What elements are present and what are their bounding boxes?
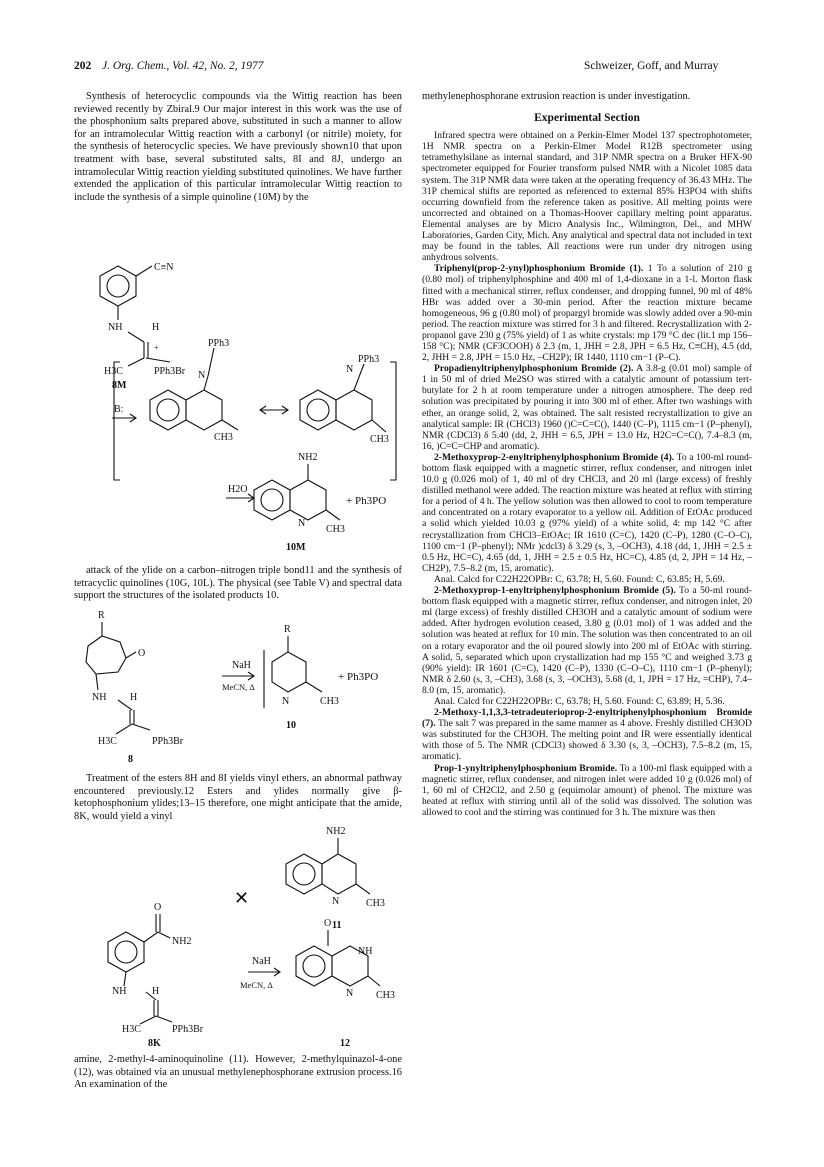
- paragraph: methylenephosphorane extrusion reaction is under investigation.: [422, 91, 691, 102]
- pph3br-label: PPh3Br: [154, 366, 186, 377]
- compound-title: Prop-1-ynyltriphenylphosphonium Bromide.: [434, 762, 618, 774]
- oxygen-label: O: [138, 648, 146, 659]
- nitrile-label: C≡N: [154, 262, 174, 273]
- ch3-label: CH3: [376, 990, 395, 1001]
- pph3br-label: PPh3Br: [152, 736, 184, 747]
- nah-label: NaH: [252, 956, 271, 967]
- n-label: N: [332, 896, 340, 907]
- ch3-label: CH3: [366, 898, 385, 909]
- paragraph: Synthesis of heterocyclic compounds via the Wittig reaction has been reviewed recently by Zbiral.9 Our major interest in this work was the use of the phosphonium salts prepared above, substituted in such a manner to allow for an intramolecular Wittig reaction with a carbonyl (or nitrile) moiety, for the synthesis of heterocyclic species. We have previously shown10 that upon treatment with base, several substituted salts, 8I and 8J, undergo an intramolecular Wittig reaction yielding substituted quinolines. We have further extended the application of this particular intramolecular Wittig reaction to include the synthesis of a simple quinoline (10M) by the: [74, 91, 402, 203]
- compound-title: 2-Methoxy-1,1,3,3-tetradeuterioprop-2-enyltriphenylphosphonium Bromide (7).: [422, 707, 752, 730]
- left-column-top: [74, 91, 402, 204]
- n-label: N: [298, 518, 306, 529]
- compound-title: 2-Methoxyprop-1-enyltriphenylphosphonium Bromide (5).: [434, 585, 676, 597]
- plus-charge: +: [154, 343, 159, 352]
- h-label: H: [152, 986, 160, 997]
- paragraph: [422, 263, 752, 363]
- benzene-ring: [100, 266, 136, 306]
- paragraph: [422, 763, 752, 818]
- paragraph: Infrared spectra were obtained on a Perkin-Elmer Model 137 spectrophotometer, 1H NMR spectra on a Perkin-Elmer Model R12B spectrometer using tetramethylsilane as internal standard, and 31P NMR spectra on a Bruker HFX-90 spectrometer equipped for Fourier transform pulsed NMR with a Nicolet 1085 data system. The 31P NMR data were taken at the operating frequency of 36.43 MHz. The 31P chemical shifts are reported as referenced to external 85% H3PO4 with shifts occurring downfield from the reference taken as positive. All melting points were uncorrected and obtained on a Thomas-Hoover capillary melting point apparatus. Elemental analyses are by Micro Analysis Inc., Wilmington, Del., and MHW Laboratories, Garden City, Mich. Any analytical and spectral data not included in text may be found in the tables. All reactions were run under dry nitrogen using anhydrous solvents.: [422, 130, 752, 264]
- nh-label: NH: [92, 692, 107, 703]
- n-label: N: [282, 696, 290, 707]
- oxygen-label: O: [154, 902, 162, 913]
- nah-label: NaH: [232, 660, 251, 671]
- n-label: N: [198, 370, 206, 381]
- procedure-text: A 3.8-g (0.01 mol) sample of 1 in 50 ml of dried Me2SO was stirred with a catalytic amount of potassium tert-butylate for 2 h at room temperature under a nitrogen atmosphere. The deep red solution was precipitated by pouring it into 300 ml of ether. After two washings with ether, an orange solid, 2, was obtained. The salt resisted recrystallization to give an analytical sample: IR (CHCl3) 1960 ()C=C=C(), 1440 (C–P), 1115 cm−1 (P–phenyl), NMR (CDCl3) δ 5.40 (dd, 2, JHH = 6.5, JPH = 13.0 Hz, H2C=C=C(), 7.4–8.3 (m, 16, )C=C=CHP and aromatic).: [422, 363, 752, 452]
- paragraph: [422, 363, 752, 452]
- compound-12-label: 12: [340, 1038, 350, 1049]
- section-heading: Experimental Section: [534, 111, 640, 124]
- methyl-label: H3C: [122, 1024, 141, 1035]
- nh-label: NH: [108, 322, 123, 333]
- nh-label: NH: [358, 946, 373, 957]
- left-column-mid: [74, 565, 402, 603]
- r-label: R: [284, 624, 291, 635]
- procedure-text: To a 100-ml round-bottom flask equipped with a magnetic stirrer, reflux condenser, and nitrogen inlet 10.0 g (0.026 mol) of 1, 40 ml of dry CHCl3, and 20 ml (large excess) of freshly distilled methanol were added. The reaction mixture was heated at reflux with stirring for a period of 4 h. The yellow solution was then allowed to cool to room temperature and concentrated on a rotary evaporator to a yellow oil. Addition of EtOAc produced a solid which yielded 10.03 g (97% yield) of a white solid, 4: mp 142 °C after recrystallization from CHCl3–EtOAc; IR 1610 (C=C), 1420 (C–P), 1280 (C–O–C), 1100 cm−1 (P–phenyl); NMr )cdcl3) δ 3.29 (s, 3, –OCH3), 4.18 (dd, 1, JHH = 2.5 ± 0.5 Hz, HC=C), 4.65 (dd, 1, JHH = 2.5 ± 0.5 Hz, HC=C), 4.85 (d, 2, JPH = 14 Hz, –CH2P), 7.5–8.2 (m, 15, aromatic).: [422, 451, 752, 574]
- procedure-text: To a 100-ml flask equipped with a magnetic stirrer, reflux condenser, and nitrogen inlet were added 10 g (0.026 mol) of 1, 60 ml of CH2Cl2, and 2.50 g (equimolar amount) of phenol. The mixture was heated at reflux with stirring until all of the solid was dissolved. The solution was allowed to cool and the stirring was continued for 3 h. The mixture was then: [422, 762, 752, 818]
- scheme-8k-to-12: [74, 822, 404, 1050]
- n-label: N: [346, 988, 354, 999]
- ch3-label: CH3: [326, 524, 345, 535]
- ph3po-label: + Ph3PO: [346, 495, 387, 507]
- paragraph: amine, 2-methyl-4-aminoquinoline (11). However, 2-methylquinazol-4-one (12), was obtained via an unusual methylenephosphorane extrusion process.16 An examination of the: [74, 1054, 402, 1091]
- h-label: H: [152, 322, 160, 333]
- pph3br-label: PPh3Br: [172, 1024, 204, 1035]
- pph3-label: PPh3: [358, 354, 380, 365]
- procedure-text: To a 50-ml round-bottom flask equipped with a magnetic stirrer, reflux condenser, and nitrogen inlet, 20 ml (large excess) of freshly distilled CH3OH and a catalytic amount of sodium were added. After hydrogen evolution ceased, 3.80 g (0.01 mol) of 1 was added and the solution was heated at reflux for 10 min. The solution was then concentrated to an oil on a rotary evaporator and the oil poured slowly into 200 ml of EtOAc with stirring. A solid, 5, separated which upon crystallization had mp 155 °C and weighed 3.73 g (90% yield): IR 1601 (C=C), 1420 (C–P), 1330 (C–O–C), 1110 cm−1 (P–phenyl); NMR δ 2.60 (s, 3, –CH3), 3.68 (s, 3, –OCH3), 5.68 (d, 1, JPH = 17 Hz, =CHP), 7.4–8.0 (m, 15, aromatic).: [422, 585, 752, 696]
- compound-title: Propadienyltriphenylphosphonium Bromide (2).: [434, 363, 634, 375]
- methyl-label: H3C: [98, 736, 117, 747]
- left-column-bottom: [74, 1054, 402, 1092]
- nh2-label: NH2: [298, 452, 318, 463]
- compound-8-label: 8: [128, 754, 133, 765]
- paragraph: Treatment of the esters 8H and 8I yields vinyl ethers, an abnormal pathway encountered previously.12 Esters and ylides normally give β-ketophosphonium ylides;13–15 therefore, one might anticipate that the amide, 8K, would yield a vinyl: [74, 773, 402, 822]
- scheme-8-to-10: [74, 600, 404, 770]
- journal-citation: J. Org. Chem., Vol. 42, No. 2, 1977: [102, 60, 264, 72]
- no-reaction-mark: ✕: [234, 888, 250, 908]
- oxygen-label: O: [324, 918, 332, 929]
- compound-8m-label: 8M: [112, 380, 127, 391]
- r-label: R: [98, 610, 105, 621]
- ch3-label: CH3: [370, 434, 389, 445]
- left-column-lower: [74, 773, 402, 823]
- analysis-text: Anal. Calcd for C22H22OPBr: C, 63.78; H, 5.60. Found: C, 63.89; H, 5.36.: [434, 695, 725, 707]
- n-label: N: [346, 364, 354, 375]
- paragraph: [422, 585, 752, 696]
- compound-8k-label: 8K: [148, 1038, 161, 1049]
- paragraph: attack of the ylide on a carbon–nitrogen triple bond11 and the synthesis of tetracyclic quinolines (10G, 10L). The physical (see Table V) and spectral data support the structures of the isolated products 10.: [74, 565, 402, 602]
- nh-label: NH: [112, 986, 127, 997]
- paragraph: [422, 452, 752, 574]
- conditions-label: MeCN, Δ: [222, 682, 255, 692]
- water-label: H2O: [228, 484, 248, 495]
- scheme-8m-to-10m: [74, 250, 404, 560]
- ch3-label: CH3: [214, 432, 233, 443]
- procedure-text: 1 To a solution of 210 g (0.80 mol) of triphenylphosphine and 400 ml of 1,4-dioxane in a 1-l. Morton flask fitted with a mechanical stirrer, reflux condenser, and dropping funnel, 90 ml of 48% HBr was added over a 30-min period. After the reaction mixture became homogeneous, 96 g (0.80 mol) of propargyl bromide was slowly added over a 90-min period. The reaction mixture was stirred for 3 h and filtered. Recrystallization with 2-propanol gave 230 g (75% yield) of 1 as white crystals: mp 179 °C dec (lit.1 mp 156–158 °C); NMR (CF3COOH) δ 2.3 (m, 1, JHH = 2.8, JPH = 6.5 Hz, C≡CH), 4.5 (dd, 2, JHH = 2.8, JPH = 15.0 Hz, –CH2P); IR 1440, 1110 cm−1 (P–C).: [422, 263, 752, 364]
- conditions-label: MeCN, Δ: [240, 980, 273, 990]
- compound-10-label: 10: [286, 720, 296, 731]
- analysis-text: Anal. Calcd for C22H22OPBr: C, 63.78; H, 5.60. Found: C, 63.85; H, 5.69.: [434, 573, 725, 585]
- compound-11-label: 11: [332, 920, 342, 931]
- base-label: B:: [114, 404, 124, 415]
- amide-nh2-label: NH2: [172, 936, 192, 947]
- compound-title: Triphenyl(prop-2-ynyl)phosphonium Bromide (1).: [434, 263, 644, 275]
- compound-10m-label: 10M: [286, 542, 306, 553]
- ph3po-label: + Ph3PO: [338, 671, 379, 683]
- page-number: 202: [74, 60, 92, 72]
- procedure-text: The salt 7 was prepared in the same manner as 4 above. Freshly distilled CH3OD was substituted for the CH3OH. The melting point and IR were essentially identical with those of 5. The NMR (CDCl3) showed δ 3.30 (s, 3, –OCH3), 7.5–8.2 (m, 15, aromatic).: [422, 718, 752, 763]
- right-column: [422, 91, 752, 818]
- ch3-label: CH3: [320, 696, 339, 707]
- running-authors: Schweizer, Goff, and Murray: [584, 60, 719, 72]
- pph3-label: PPh3: [208, 338, 230, 349]
- nh2-label: NH2: [326, 826, 346, 837]
- h-label: H: [130, 692, 138, 703]
- methyl-label: H3C: [104, 366, 123, 377]
- paragraph: [422, 707, 752, 762]
- compound-title: 2-Methoxyprop-2-enyltriphenylphosphonium Bromide (4).: [434, 451, 675, 463]
